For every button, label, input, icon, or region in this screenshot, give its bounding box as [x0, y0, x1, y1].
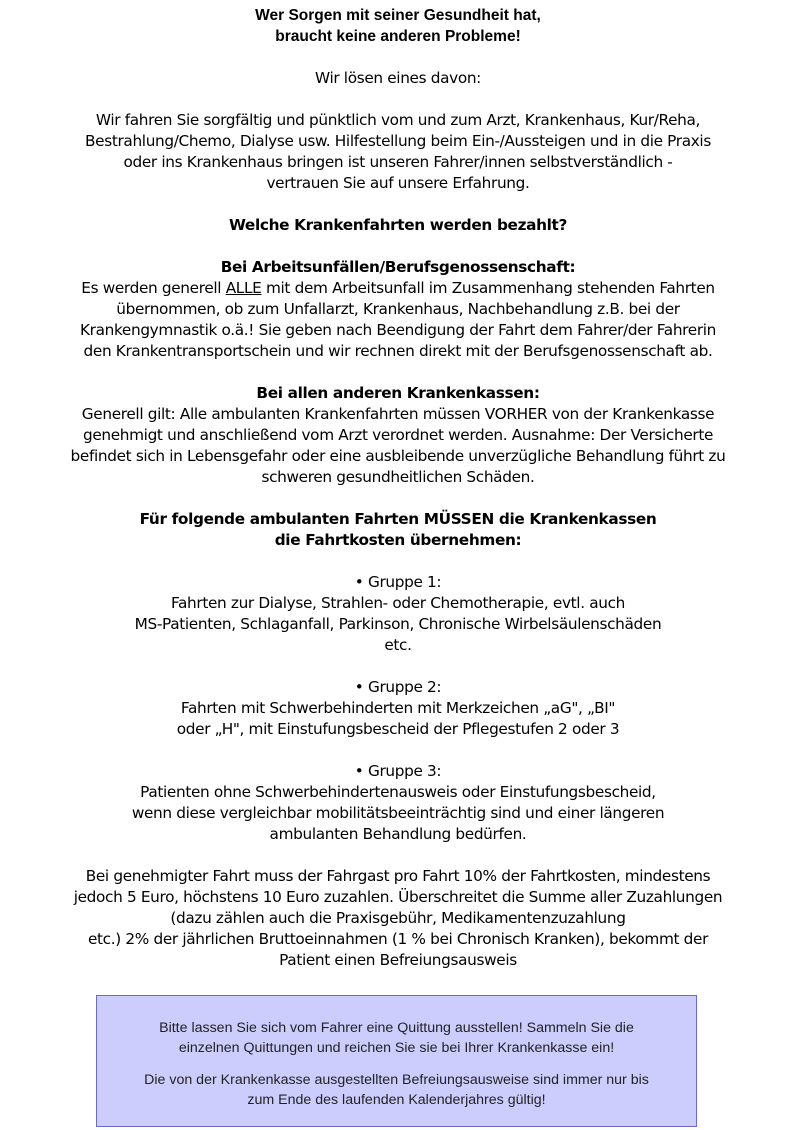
- notice-line: Die von der Krankenkasse ausgestellten Befreiungsausweise sind immer nur bis: [144, 1072, 649, 1088]
- service-line: vertrauen Sie auf unsere Erfahrung.: [266, 174, 530, 192]
- notice-line: Bitte lassen Sie sich vom Fahrer eine Quittung ausstellen! Sammeln Sie die: [159, 1020, 634, 1036]
- group-line: Fahrten zur Dialyse, Strahlen- oder Chemotherapie, evtl. auch: [170, 594, 625, 612]
- notice-line: zum Ende des laufenden Kalenderjahres gültig!: [247, 1092, 546, 1108]
- work-accident-line: übernommen, ob zum Unfallarzt, Krankenhaus, Nachbehandlung z.B. bei der: [116, 300, 680, 318]
- mandatory-heading-line: die Fahrtkosten übernehmen:: [274, 531, 522, 549]
- headline-line: braucht keine anderen Probleme!: [275, 28, 521, 45]
- copay-line: (dazu zählen auch die Praxisgebühr, Medikamentenzuzahlung: [170, 909, 626, 927]
- service-line: Bestrahlung/Chemo, Dialyse usw. Hilfestellung beim Ein-/Aussteigen und in die Praxis: [85, 132, 711, 150]
- other-insurers-line: schweren gesundheitlichen Schäden.: [261, 468, 535, 486]
- group-line: Fahrten mit Schwerbehinderten mit Merkzeichen „aG", „BI": [180, 699, 616, 717]
- service-line: oder ins Krankenhaus bringen ist unseren Fahrer/innen selbstverständlich -: [123, 153, 673, 171]
- other-insurers-section: [0, 383, 796, 488]
- service-line: Wir fahren Sie sorgfältig und pünktlich vom und zum Arzt, Krankenhaus, Kur/Reha,: [95, 111, 701, 129]
- group-line: oder „H", mit Einstufungsbescheid der Pflegestufen 2 oder 3: [176, 720, 620, 738]
- group-title: • Gruppe 2:: [354, 678, 442, 696]
- other-insurers-line: befindet sich in Lebensgefahr oder eine ausbleibende unverzügliche Behandlung führt zu: [70, 447, 726, 465]
- notice-paragraph: [97, 1018, 696, 1058]
- headline-line: Wer Sorgen mit seiner Gesundheit hat,: [255, 7, 541, 24]
- service-description: [0, 110, 796, 194]
- mandatory-heading-line: Für folgende ambulanten Fahrten MÜSSEN die Krankenkassen: [139, 510, 657, 528]
- group-1: [0, 572, 796, 656]
- copay-line: Bei genehmigter Fahrt muss der Fahrgast pro Fahrt 10% der Fahrtkosten, mindestens: [85, 867, 711, 885]
- notice-line: einzelnen Quittungen und reichen Sie sie bei Ihrer Krankenkasse ein!: [178, 1040, 615, 1056]
- notice-paragraph: [97, 1070, 696, 1110]
- copay-line: etc.) 2% der jährlichen Bruttoeinnahmen (1 % bei Chronisch Kranken), bekommt der: [87, 930, 709, 948]
- headline: [0, 5, 796, 47]
- copay-line: Patient einen Befreiungsausweis: [279, 951, 517, 969]
- group-line: etc.: [384, 636, 412, 654]
- work-accident-line: den Krankentransportschein und wir rechnen direkt mit der Berufsgenossenschaft ab.: [83, 342, 713, 360]
- work-accident-line: [0, 278, 796, 299]
- work-accident-heading: Bei Arbeitsunfällen/Berufsgenossenschaft:: [220, 258, 576, 276]
- other-insurers-line: genehmigt und anschließend vom Arzt verordnet werden. Ausnahme: Der Versicherte: [82, 426, 714, 444]
- text-fragment: Es werden generell: [81, 279, 226, 297]
- intro-subline: Wir lösen eines davon:: [315, 69, 481, 87]
- work-accident-line: Krankengymnastik o.ä.! Sie geben nach Beendigung der Fahrt dem Fahrer/der Fahrerin: [79, 321, 717, 339]
- text-fragment: mit dem Arbeitsunfall im Zusammenhang stehenden Fahrten: [261, 279, 715, 297]
- alle-emphasis: ALLE: [225, 279, 262, 297]
- mandatory-heading: [0, 509, 796, 551]
- other-insurers-heading: Bei allen anderen Krankenkassen:: [256, 384, 540, 402]
- group-line: MS-Patienten, Schlaganfall, Parkinson, Chronische Wirbelsäulenschäden: [134, 615, 662, 633]
- question-heading: Welche Krankenfahrten werden bezahlt?: [228, 216, 568, 234]
- work-accident-section: [0, 257, 796, 362]
- group-line: ambulanten Behandlung bedürfen.: [269, 825, 527, 843]
- group-line: wenn diese vergleichbar mobilitätsbeeinträchtig sind und einer längeren: [131, 804, 665, 822]
- copay-section: [0, 866, 796, 971]
- group-title: • Gruppe 1:: [354, 573, 442, 591]
- group-line: Patienten ohne Schwerbehindertenausweis oder Einstufungsbescheid,: [140, 783, 656, 801]
- group-3: [0, 761, 796, 845]
- group-2: [0, 677, 796, 740]
- other-insurers-line: Generell gilt: Alle ambulanten Krankenfahrten müssen VORHER von der Krankenkasse: [81, 405, 715, 423]
- group-title: • Gruppe 3:: [354, 762, 442, 780]
- receipt-notice-box: [96, 995, 697, 1127]
- copay-line: jedoch 5 Euro, höchstens 10 Euro zuzahlen. Überschreitet die Summe aller Zuzahlungen: [73, 888, 723, 906]
